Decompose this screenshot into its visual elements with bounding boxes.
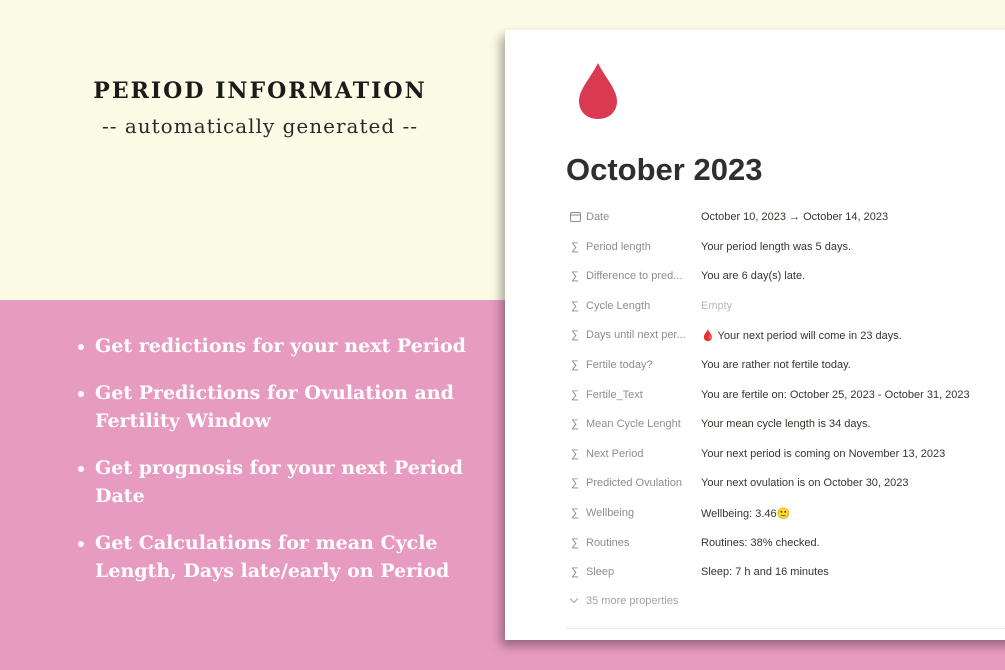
property-name: Sleep (586, 566, 615, 579)
property-value[interactable]: Sleep: 7 h and 16 minutes (701, 566, 829, 579)
feature-text: Get prognosis for your next Period Date (95, 457, 463, 507)
bullet-icon (78, 391, 84, 397)
property-name: Days until next per... (586, 329, 686, 342)
property-name: Routines (586, 536, 630, 549)
property-name: Mean Cycle Lenght (586, 418, 681, 431)
property-row-next-period[interactable] (569, 445, 1005, 475)
property-list (569, 208, 1005, 593)
property-row-period-length[interactable] (569, 238, 1005, 268)
chevron-down-icon (570, 595, 578, 603)
property-value[interactable]: Wellbeing: 3.46🙂 (701, 507, 791, 520)
feature-text: Get Predictions for Ovulation and Fertility Window (95, 382, 454, 432)
bullet-icon (78, 344, 84, 350)
sigma-icon: ∑ (571, 388, 579, 401)
promo-title: PERIOD INFORMATION (93, 78, 427, 104)
sigma-icon: ∑ (571, 418, 579, 431)
blood-drop-icon[interactable] (577, 62, 619, 120)
feature-item (76, 454, 496, 510)
feature-text: Get Calculations for mean Cycle Length, Days late/early on Period (95, 532, 450, 582)
property-value[interactable]: Your next period is coming on November 13, 2023 (701, 447, 946, 460)
notion-page-panel (505, 30, 1005, 640)
property-row-wellbeing[interactable] (569, 504, 1005, 534)
page-title[interactable]: October 2023 (566, 152, 763, 187)
property-name: Difference to pred... (586, 270, 683, 283)
property-value[interactable]: Your mean cycle length is 34 days. (701, 418, 871, 431)
property-row-date[interactable] (569, 208, 1005, 238)
sigma-icon: ∑ (571, 447, 579, 460)
feature-item (76, 332, 496, 360)
property-row-predicted-ovulation[interactable] (569, 474, 1005, 504)
sigma-icon: ∑ (571, 477, 579, 490)
sigma-icon: ∑ (571, 270, 579, 283)
promo-heading (60, 78, 460, 138)
divider (566, 628, 1005, 629)
property-row-routines[interactable] (569, 534, 1005, 564)
property-name: Fertile_Text (586, 388, 643, 401)
property-value[interactable]: October 10, 2023 → October 14, 2023 (701, 211, 889, 223)
feature-item (76, 379, 496, 435)
property-value-empty[interactable]: Empty (701, 299, 733, 312)
sigma-icon: ∑ (571, 329, 579, 342)
property-row-cycle-length[interactable] (569, 297, 1005, 327)
property-row-sleep[interactable] (569, 563, 1005, 593)
sigma-icon: ∑ (571, 299, 579, 312)
calendar-icon (569, 211, 581, 225)
feature-list (76, 332, 496, 604)
property-name: Next Period (586, 447, 644, 460)
property-value[interactable]: Your next ovulation is on October 30, 2023 (701, 477, 909, 490)
promo-subtitle: -- automatically generated -- (101, 114, 419, 138)
sigma-icon: ∑ (571, 240, 579, 253)
property-row-fertile-text[interactable] (569, 386, 1005, 416)
property-name: Cycle Length (586, 299, 651, 312)
more-properties-label: 35 more properties (586, 595, 679, 607)
property-row-days-until-next[interactable] (569, 326, 1005, 356)
bullet-icon (78, 466, 84, 472)
property-name: Fertile today? (586, 358, 653, 371)
sigma-icon: ∑ (571, 358, 579, 371)
property-row-difference[interactable] (569, 267, 1005, 297)
property-value[interactable]: You are rather not fertile today. (701, 358, 851, 371)
property-value[interactable]: Routines: 38% checked. (701, 536, 820, 549)
property-name: Wellbeing (586, 506, 635, 519)
feature-text: Get redictions for your next Period (95, 335, 466, 357)
sigma-icon: ∑ (571, 536, 579, 549)
property-value[interactable]: You are fertile on: October 25, 2023 - October 31, 2023 (701, 388, 970, 401)
feature-item (76, 529, 496, 585)
property-value[interactable]: You are 6 day(s) late. (701, 270, 806, 283)
property-value[interactable]: Your period length was 5 days. (701, 240, 852, 253)
more-properties-toggle[interactable] (571, 595, 678, 607)
property-row-mean-cycle[interactable] (569, 415, 1005, 445)
property-name: Date (586, 211, 610, 223)
property-name: Predicted Ovulation (586, 477, 682, 490)
sigma-icon: ∑ (571, 506, 579, 519)
bullet-icon (78, 541, 84, 547)
property-value[interactable]: 🩸 Your next period will come in 23 days. (701, 330, 902, 343)
property-row-fertile-today[interactable] (569, 356, 1005, 386)
sigma-icon: ∑ (571, 566, 579, 579)
property-name: Period length (586, 240, 651, 253)
